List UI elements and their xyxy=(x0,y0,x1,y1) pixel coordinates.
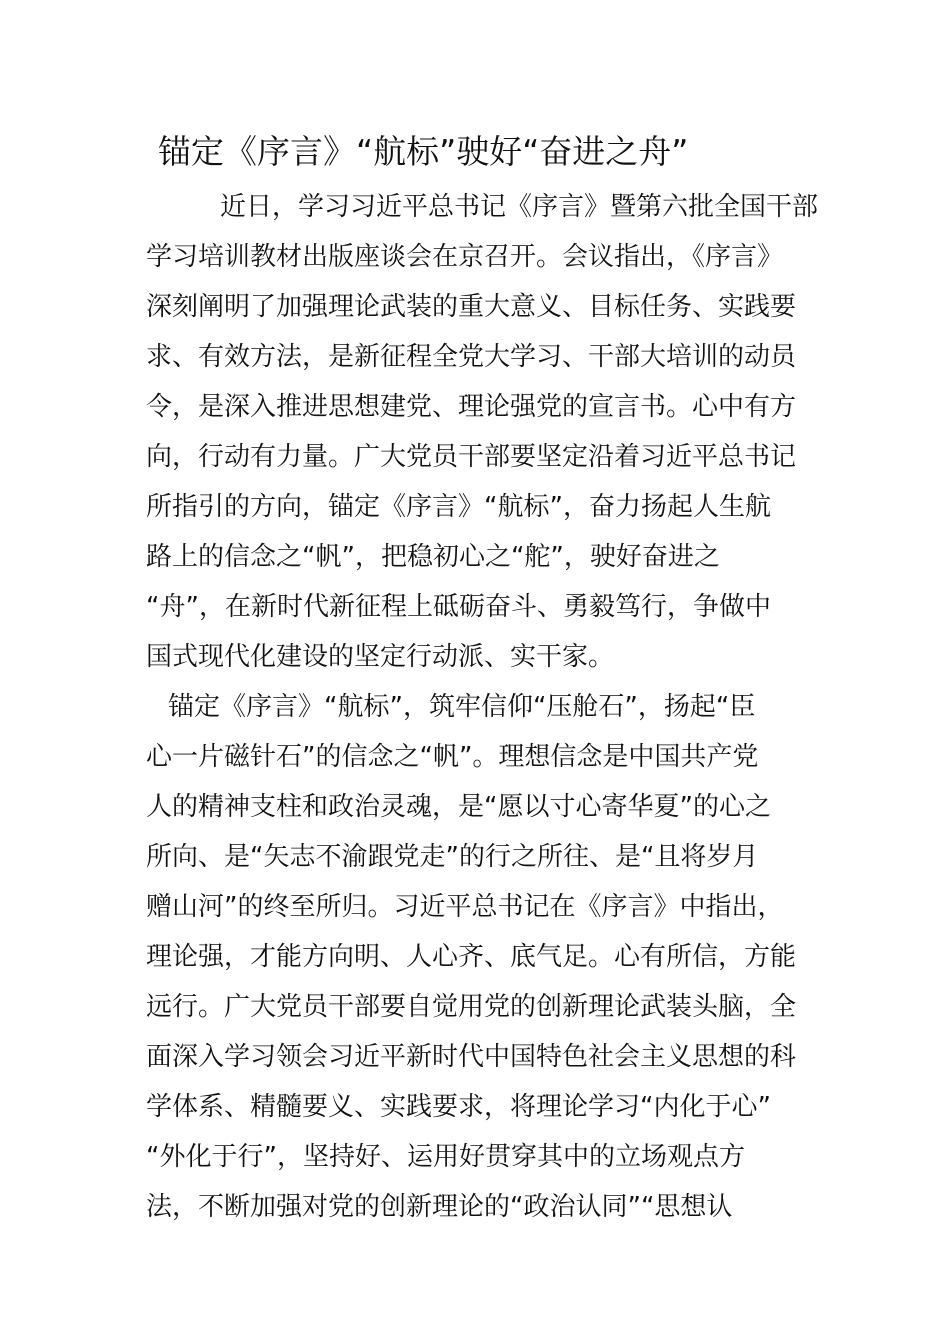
text-line: 令，是深入推进思想建党、理论强党的宣言书。心中有方 xyxy=(146,392,797,422)
text-line: “舟”，在新时代新征程上砥砺奋斗、勇毅笃行，争做中 xyxy=(146,592,771,622)
text-line: 路上的信念之“帆”，把稳初心之“舵”，驶好奋进之 xyxy=(146,542,720,572)
text-line: 赠山河”的终至所归。习近平总书记在《序言》中指出， xyxy=(146,892,784,922)
text-line: 所向、是“矢志不渝跟党走”的行之所往、是“且将岁月 xyxy=(146,842,759,872)
paragraph-1 xyxy=(146,182,819,682)
document-title: 锚定《序言》“航标”驶好“奋进之舟” xyxy=(158,132,689,171)
text-line: 求、有效方法，是新征程全党大学习、干部大培训的动员 xyxy=(146,342,797,372)
text-line: 人的精神支柱和政治灵魂，是“愿以寸心寄华夏”的心之 xyxy=(146,792,771,822)
document-body xyxy=(146,182,819,1232)
text-line: 学习培训教材出版座谈会在京召开。会议指出，《序言》 xyxy=(146,242,784,272)
text-line: 锚定《序言》“航标”，筑牢信仰“压舱石”，扬起“臣 xyxy=(168,692,756,722)
text-line: “外化于行”，坚持好、运用好贯穿其中的立场观点方 xyxy=(146,1142,745,1172)
text-line: 所指引的方向，锚定《序言》“航标”，奋力扬起人生航 xyxy=(146,492,771,522)
text-line: 深刻阐明了加强理论武装的重大意义、目标任务、实践要 xyxy=(146,292,797,322)
text-line: 向，行动有力量。广大党员干部要坚定沿着习近平总书记 xyxy=(146,442,797,472)
text-line: 面深入学习领会习近平新时代中国特色社会主义思想的科 xyxy=(146,1042,797,1072)
text-line: 国式现代化建设的坚定行动派、实干家。 xyxy=(146,642,615,672)
text-line: 学体系、精髓要义、实践要求，将理论学习“内化于心” xyxy=(146,1092,771,1122)
paragraph-2 xyxy=(146,682,810,1232)
text-line: 理论强，才能方向明、人心齐、底气足。心有所信，方能 xyxy=(146,942,797,972)
text-line: 心一片磁针石”的信念之“帆”。理想信念是中国共产党 xyxy=(146,742,759,772)
text-line: 法，不断加强对党的创新理论的“政治认同”“思想认 xyxy=(146,1192,733,1222)
text-line: 近日，学习习近平总书记《序言》暨第六批全国干部 xyxy=(220,192,819,222)
text-line: 远行。广大党员干部要自觉用党的创新理论武装头脑，全 xyxy=(146,992,797,1022)
